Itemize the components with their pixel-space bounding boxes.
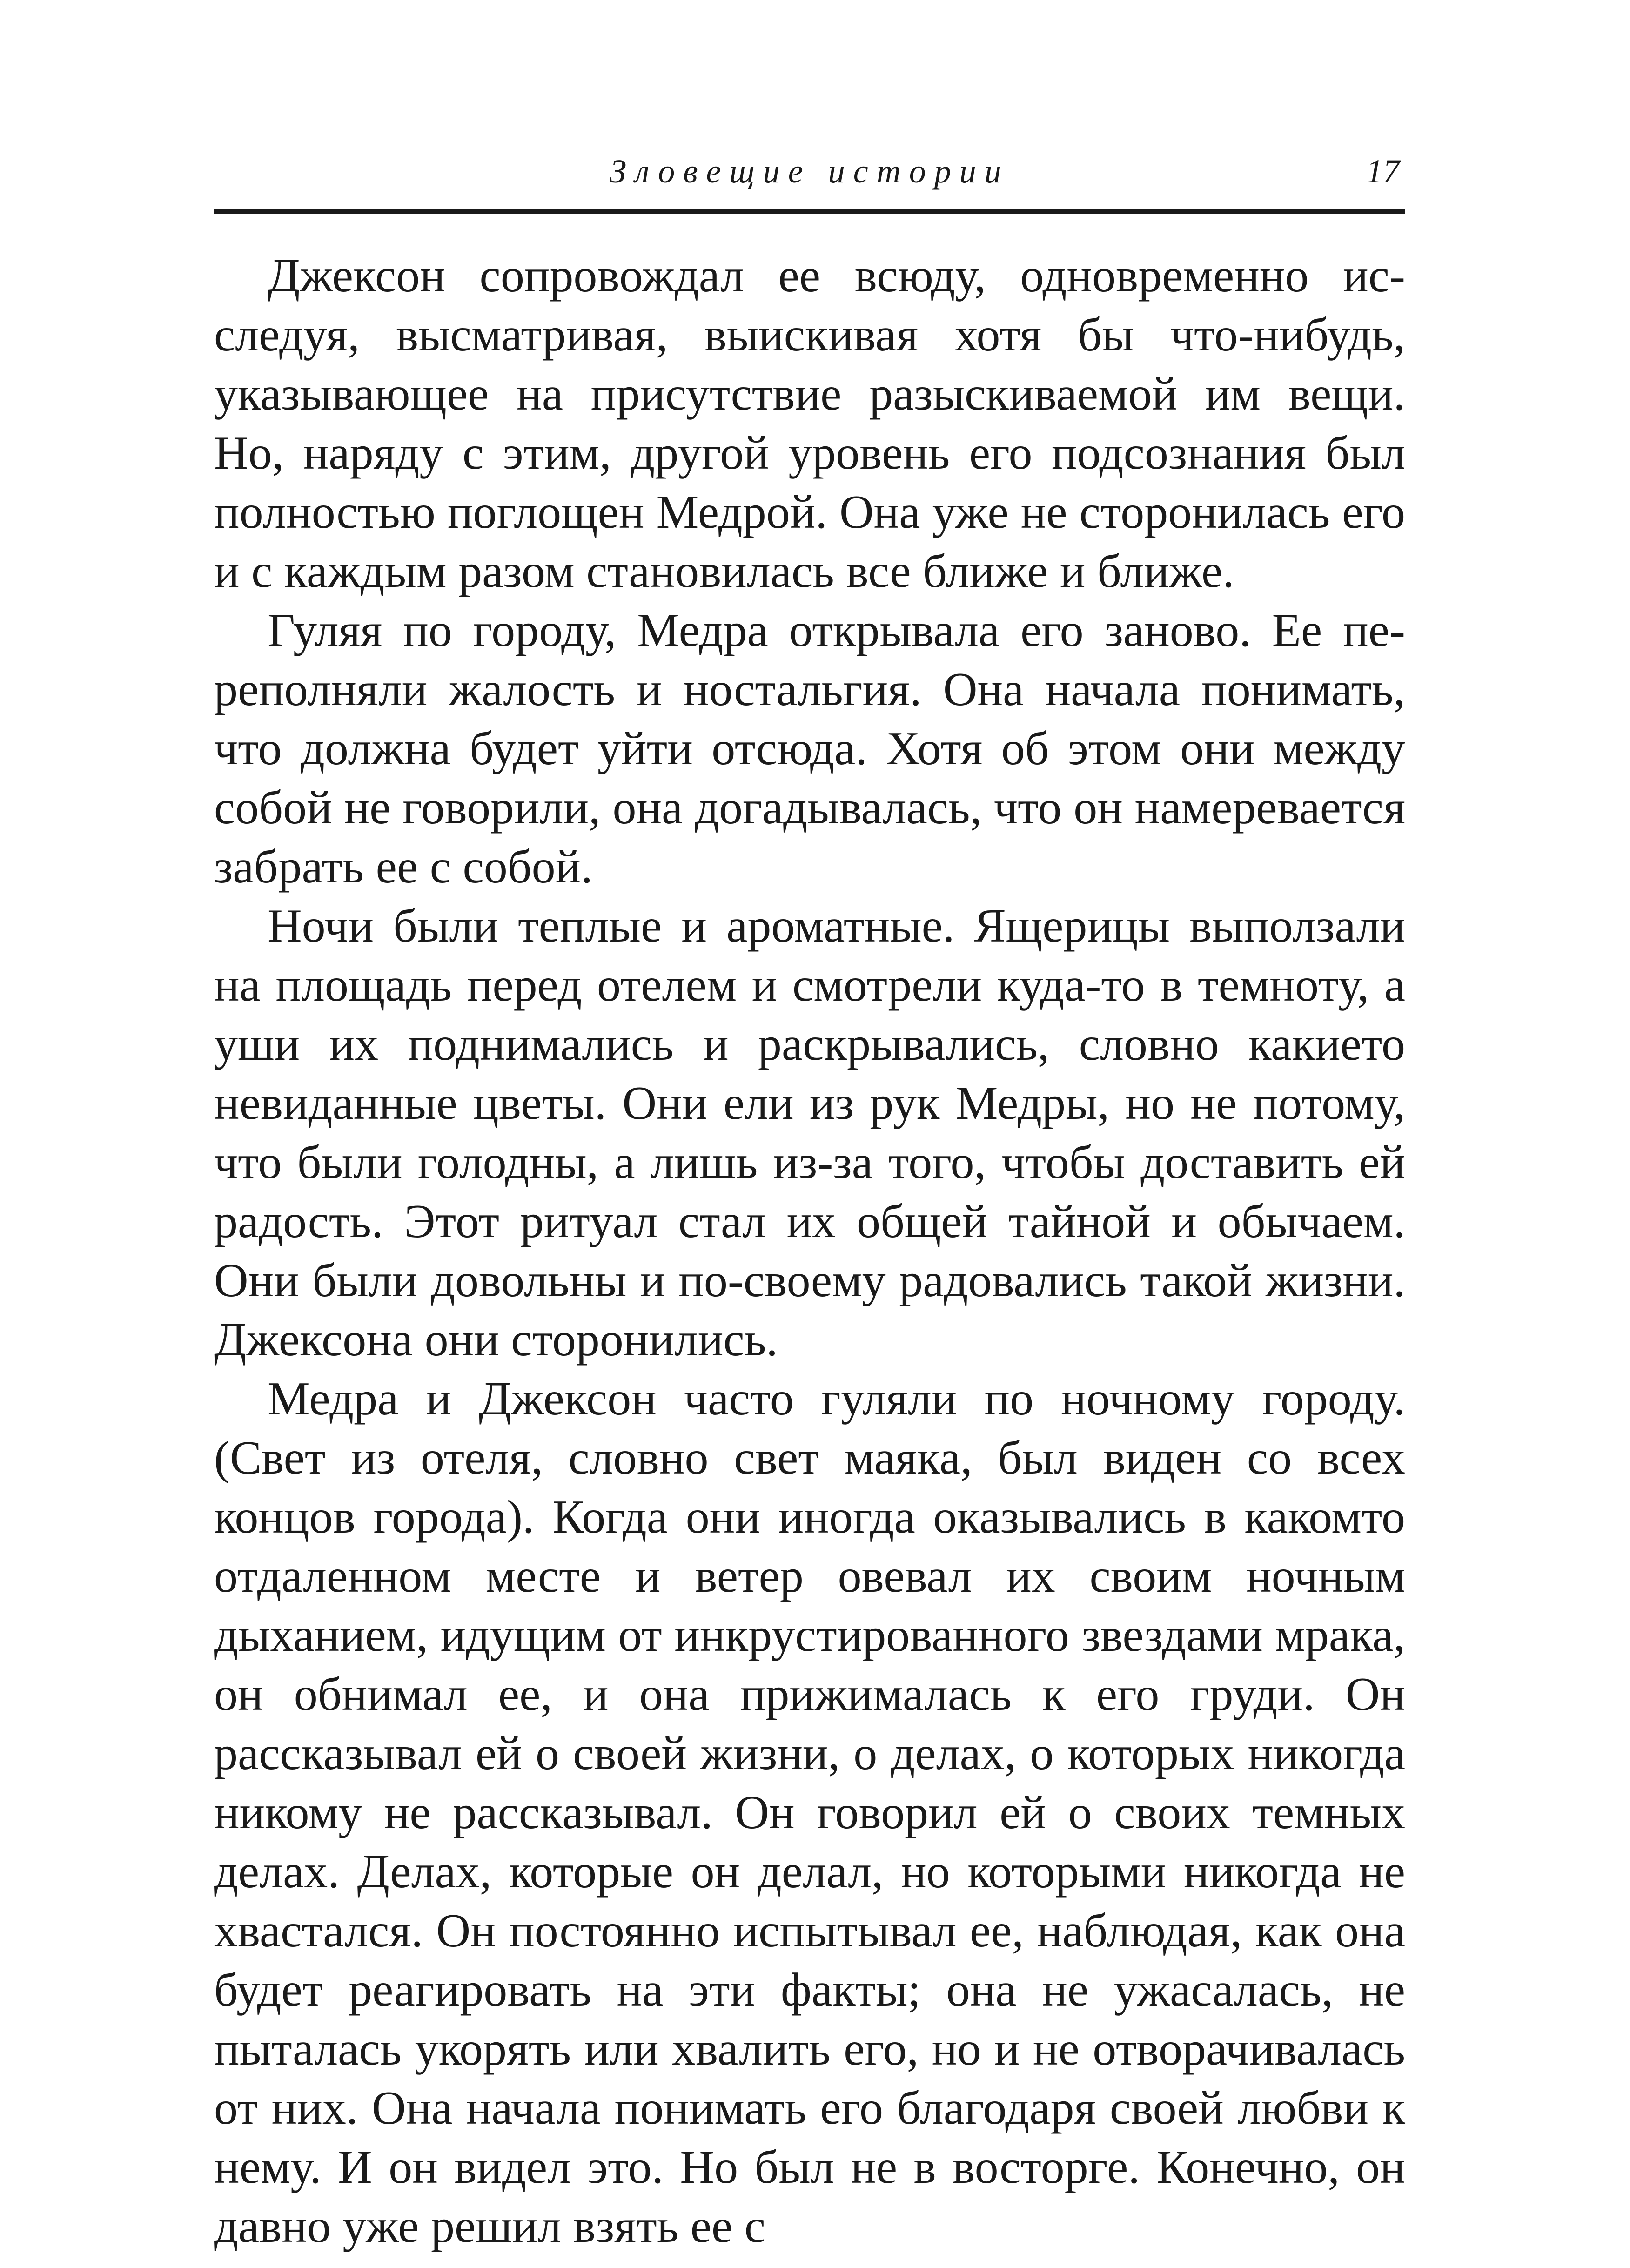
paragraph: Джексон сопровождал ее всюду, одновременно исследуя, высматривая, выискивая хотя бы что-нибудь, указывающее на присутствие разыскиваемой им вещи. Но, наряду с этим, другой уровень его подсознания был полностью поглощен Медрой. Она уже не сторонилась его и с каждым разом становилась все ближе и ближе. (214, 249, 1405, 598)
page-number: 17 (1366, 153, 1400, 190)
paragraph: Ночи были теплые и ароматные. Ящерицы выползали на площадь перед отелем и смотрели куда-то в темноту, а уши их поднимались и раскрывались, словно какието невиданные цветы. Они ели из рук Медры, но не потому, что были голодны, а лишь из-за того, чтобы доставить ей радость. Этот ритуал стал их общей тайной и обычаем. Они были довольны и по-своему радовались такой жизни. Джексона они сторонились. (214, 900, 1405, 1366)
book-page (214, 140, 1405, 2253)
text-body (214, 246, 1405, 2256)
paragraph: Гуляя по городу, Медра открывала его заново. Ее переполняли жалость и ностальгия. Она начала понимать, что должна будет уйти отсюда. Хотя об этом они между собой не говорили, она догадывалась, что он намеревается забрать ее с собой. (214, 604, 1405, 893)
running-head (214, 140, 1405, 214)
running-title: Зловещие истории (610, 153, 1010, 190)
paragraph: Медра и Джексон часто гуляли по ночному городу. (Свет из отеля, словно свет маяка, был виден со всех концов города). Когда они иногда оказывались в какомто отдаленном месте и ветер овевал их своим ночным дыханием, идущим от инкрустированного звездами мрака, он обнимал ее, и она прижималась к его груди. Он рассказывал ей о своей жизни, о делах, о которых никогда никому не рассказывал. Он говорил ей о своих темных делах. Делах, которые он делал, но которыми никогда не хвастался. Он постоянно испытывал ее, наблюдая, как она будет реагировать на эти факты; она не ужасалась, не пыталась укорять или хвалить его, но и не отворачивалась от них. Она начала понимать его благодаря своей любви к нему. И он видел это. Но был не в восторге. Конечно, он давно уже решил взять ее с (214, 1373, 1405, 2253)
